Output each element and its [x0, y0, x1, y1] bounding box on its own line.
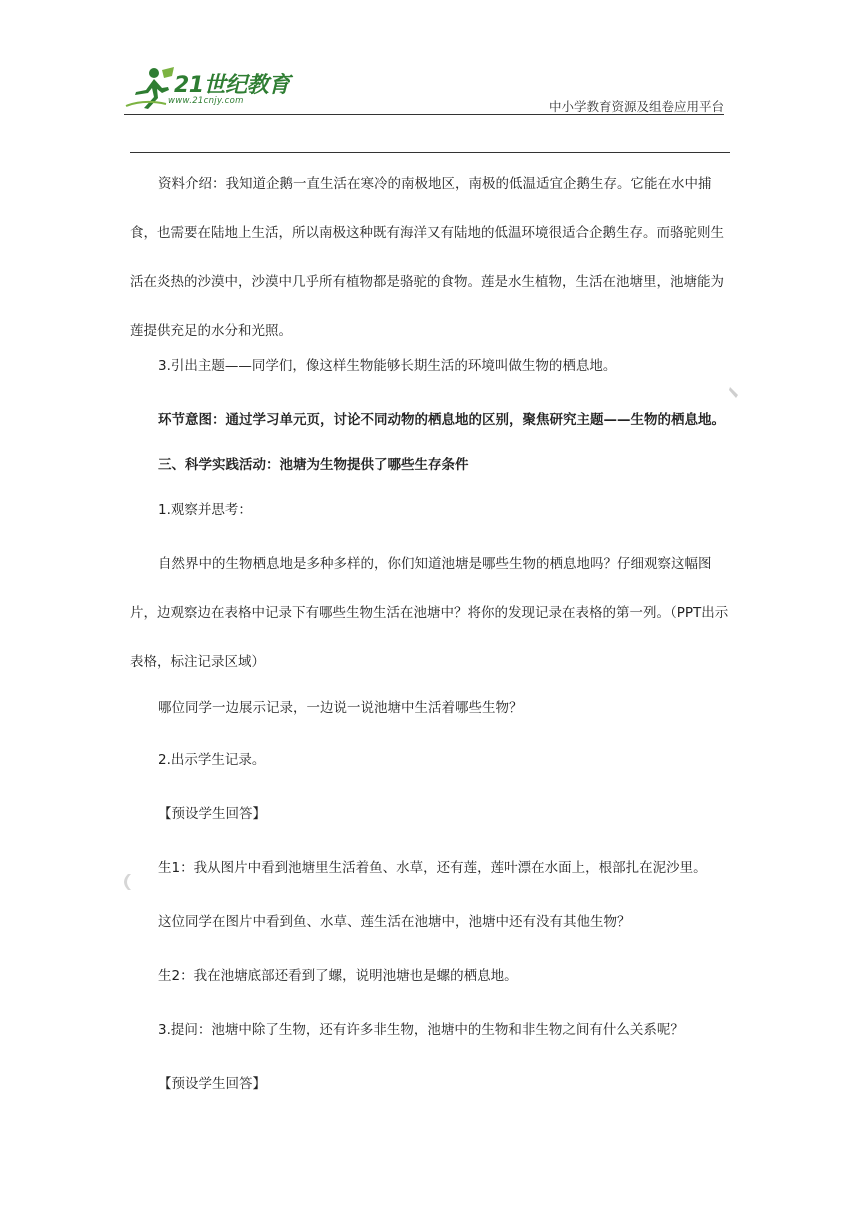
paragraph-followup: 这位同学在图片中看到鱼、水草、莲生活在池塘中，池塘中还有没有其他生物？ — [158, 914, 631, 930]
paragraph-question: 3.提问：池塘中除了生物，还有许多非生物，池塘中的生物和非生物之间有什么关系呢？ — [158, 1022, 684, 1038]
paragraph-habitat-question: 自然界中的生物栖息地是多种多样的，你们知道池塘是哪些生物的栖息地吗？仔细观察这幅图片，边观察边在表格中记录下有哪些生物生活在池塘中？将你的发现记录在表格的第一列。（PPT出示表格，标注记录区域） — [130, 556, 729, 670]
header-rule — [124, 114, 724, 115]
paragraph-student-2: 生2：我在池塘底部还看到了螺，说明池塘也是螺的栖息地。 — [158, 968, 518, 984]
paragraph-intent: 环节意图：通过学习单元页，讨论不同动物的栖息地的区别，聚焦研究主题——生物的栖息地。 — [158, 412, 725, 428]
paragraph-observe: 1.观察并思考： — [158, 502, 252, 518]
logo-url: www.21cnjy.com — [168, 96, 244, 106]
paragraph-student-1: 生1：我从图片中看到池塘里生活着鱼、水草，还有莲，莲叶漂在水面上，根部扎在泥沙里。 — [158, 860, 707, 876]
logo-text: 21世纪教育 — [174, 73, 290, 98]
header-tagline: 中小学教育资源及组卷应用平台 — [548, 99, 724, 114]
scan-mark-icon — [122, 874, 132, 890]
paragraph-show-record: 哪位同学一边展示记录，一边说一说池塘中生活着哪些生物？ — [158, 700, 523, 716]
section-heading: 三、科学实践活动：池塘为生物提供了哪些生存条件 — [158, 457, 469, 473]
paragraph-preset-answer-2: 【预设学生回答】 — [158, 1076, 266, 1092]
content-rule — [130, 152, 730, 153]
paragraph-topic: 3.引出主题——同学们，像这样生物能够长期生活的环境叫做生物的栖息地。 — [158, 358, 617, 374]
paragraph-preset-answer: 【预设学生回答】 — [158, 806, 266, 822]
page-header — [0, 0, 860, 160]
scan-mark-icon — [729, 386, 739, 400]
paragraph-student-record: 2.出示学生记录。 — [158, 752, 266, 768]
logo — [124, 66, 294, 118]
paragraph-intro: 资料介绍：我知道企鹅一直生活在寒冷的南极地区，南极的低温适宜企鹅生存。它能在水中捕食，也需要在陆地上生活，所以南极这种既有海洋又有陆地的低温环境很适合企鹅生存。而骆驼则生活在炎热的沙漠中，沙漠中几乎所有植物都是骆驼的食物。莲是水生植物，生活在池塘里，池塘能为莲提供充足的水分和光照。 — [130, 176, 724, 339]
